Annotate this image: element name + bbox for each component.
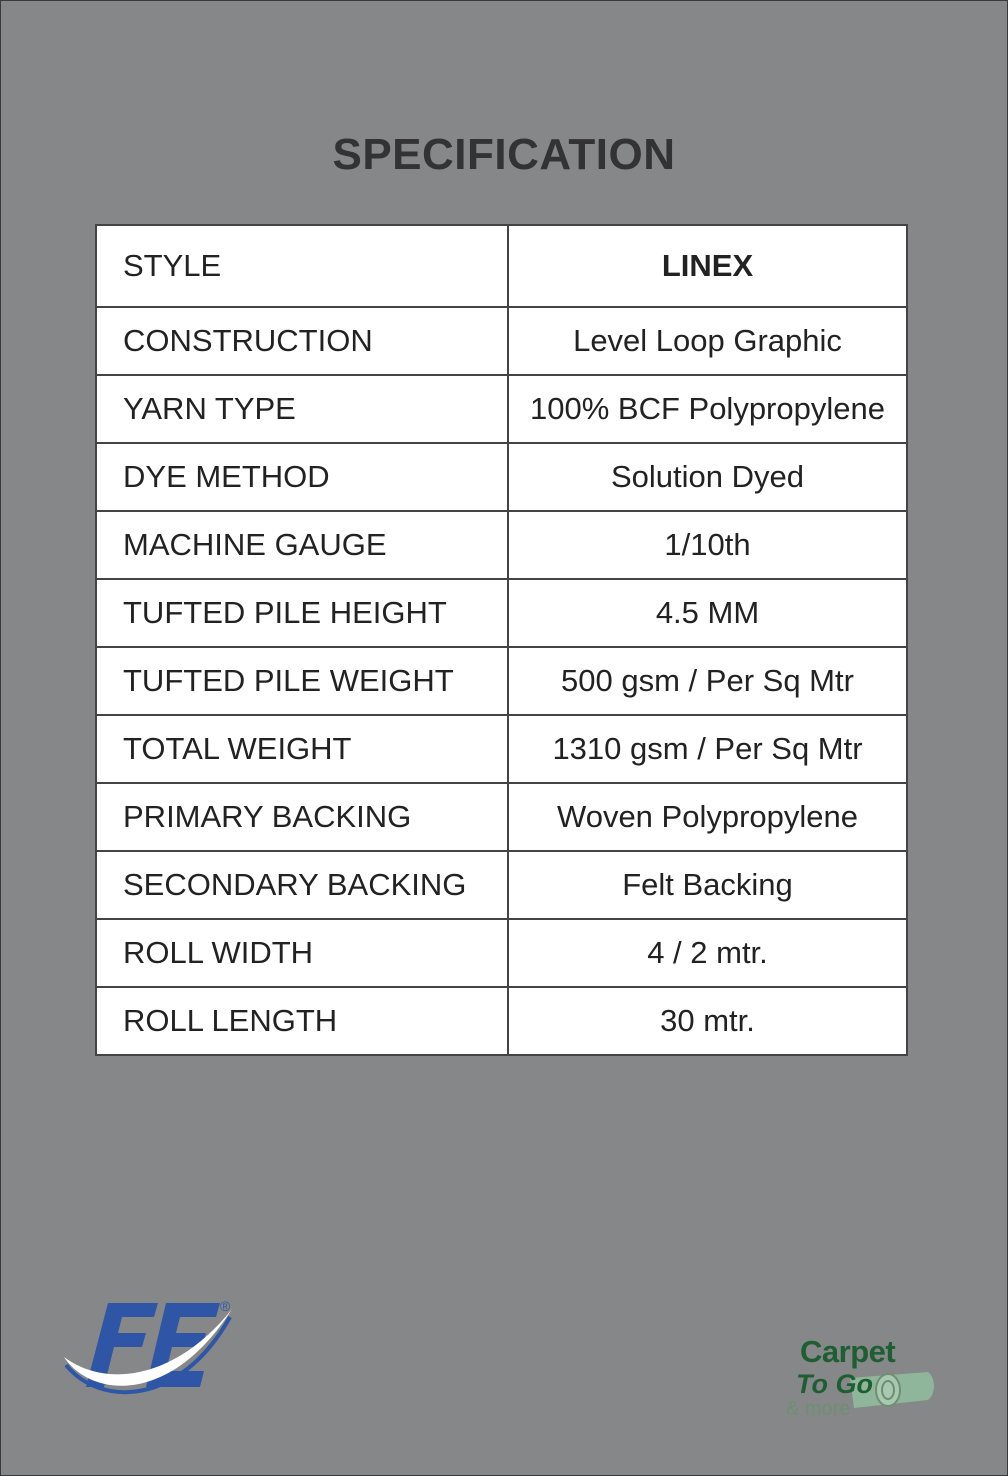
table-row <box>96 851 907 919</box>
table-row <box>96 783 907 851</box>
row-value: 1/10th <box>508 511 907 579</box>
row-label: SECONDARY BACKING <box>96 851 508 919</box>
table-row <box>96 511 907 579</box>
row-label: TUFTED PILE WEIGHT <box>96 647 508 715</box>
row-value: Felt Backing <box>508 851 907 919</box>
row-label: DYE METHOD <box>96 443 508 511</box>
fe-logo <box>60 1295 245 1420</box>
row-label: TUFTED PILE HEIGHT <box>96 579 508 647</box>
carpet-to-go-line2: To Go <box>796 1369 873 1399</box>
row-value: Solution Dyed <box>508 443 907 511</box>
table-row <box>96 307 907 375</box>
table-row <box>96 579 907 647</box>
row-label: ROLL LENGTH <box>96 987 508 1055</box>
row-label: YARN TYPE <box>96 375 508 443</box>
table-row <box>96 647 907 715</box>
row-value: Level Loop Graphic <box>508 307 907 375</box>
page-title: SPECIFICATION <box>332 130 676 179</box>
table-row <box>96 987 907 1055</box>
row-label: CONSTRUCTION <box>96 307 508 375</box>
table-row <box>96 375 907 443</box>
row-label: ROLL WIDTH <box>96 919 508 987</box>
row-value: 4 / 2 mtr. <box>508 919 907 987</box>
row-value: Woven Polypropylene <box>508 783 907 851</box>
table-row <box>96 225 907 307</box>
row-value: LINEX <box>508 225 907 307</box>
carpet-to-go-line1: Carpet <box>800 1334 896 1369</box>
row-value: 500 gsm / Per Sq Mtr <box>508 647 907 715</box>
row-label: MACHINE GAUGE <box>96 511 508 579</box>
row-label: STYLE <box>96 225 508 307</box>
registered-mark: ® <box>220 1298 231 1314</box>
row-value: 100% BCF Polypropylene <box>508 375 907 443</box>
row-value: 30 mtr. <box>508 987 907 1055</box>
row-value: 4.5 MM <box>508 579 907 647</box>
table-row <box>96 919 907 987</box>
table-row <box>96 715 907 783</box>
fe-logo-mark <box>64 1303 232 1392</box>
specification-table <box>95 224 908 1056</box>
row-label: TOTAL WEIGHT <box>96 715 508 783</box>
row-label: PRIMARY BACKING <box>96 783 508 851</box>
table-row <box>96 443 907 511</box>
row-value: 1310 gsm / Per Sq Mtr <box>508 715 907 783</box>
carpet-to-go-line3: & more <box>786 1398 851 1420</box>
